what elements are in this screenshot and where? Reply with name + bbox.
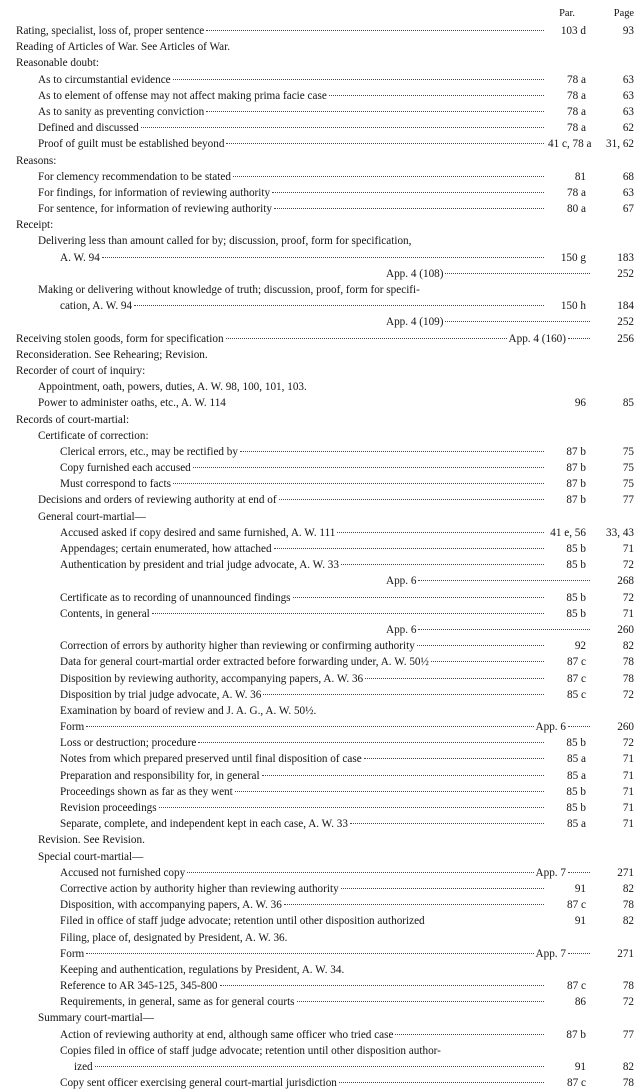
entry-text: Receiving stolen goods, form for specification <box>16 332 224 345</box>
entry-text: Data for general court-martial order extracted before forwarding under, A. W. 50½ <box>60 656 429 669</box>
dot-leader <box>173 483 544 484</box>
index-entry <box>16 266 634 282</box>
entry-text: Revision proceedings <box>60 802 157 814</box>
dot-leader <box>274 548 544 549</box>
dot-leader <box>445 273 590 274</box>
entry-text: For findings, for information of reviewing authority <box>38 186 271 199</box>
dot-leader <box>141 127 544 128</box>
index-entry <box>16 136 634 152</box>
index-entry <box>16 978 634 994</box>
entry-par: 87 b <box>566 445 586 458</box>
dot-leader <box>206 30 544 31</box>
dot-leader <box>339 1082 544 1083</box>
dot-leader <box>445 321 590 322</box>
entry-text: General court-martial— <box>38 510 146 523</box>
index-entry <box>16 104 634 120</box>
entry-page: 77 <box>622 494 634 507</box>
entry-text: Form <box>60 947 85 960</box>
dot-leader <box>240 451 544 452</box>
index-entry <box>16 185 634 201</box>
dot-leader <box>226 143 544 144</box>
index-entry <box>16 913 634 929</box>
index-entry <box>16 784 634 800</box>
entry-par: 78 a <box>567 186 586 199</box>
index-entry <box>16 363 634 379</box>
entry-text: Corrective action by authority higher than reviewing authority <box>60 882 339 895</box>
dot-leader <box>568 872 590 873</box>
dot-leader <box>159 807 544 808</box>
entry-text: Loss or destruction; procedure <box>60 737 197 750</box>
entry-text: Copy furnished each accused <box>60 462 191 475</box>
entry-text: Keeping and authentication, regulations by President, A. W. 34. <box>60 963 345 976</box>
entry-par: 91 <box>574 882 586 895</box>
entry-text: Separate, complete, and independent kept in each case, A. W. 33 <box>60 818 348 831</box>
index-entry <box>16 865 634 881</box>
entry-par: 85 a <box>567 753 586 766</box>
entry-text: Reasonable doubt: <box>16 57 99 70</box>
entry-par: 85 b <box>566 607 586 620</box>
entry-text: Proof of guilt must be established beyond <box>38 138 225 151</box>
entry-page: 252 <box>617 267 634 280</box>
entry-par: 150 h <box>560 300 586 313</box>
index-entry <box>16 169 634 185</box>
index-entry <box>16 930 634 946</box>
entry-page: 63 <box>622 73 634 86</box>
entry-par: 87 c <box>567 1077 586 1090</box>
dot-leader <box>293 597 544 598</box>
entry-reference: App. 4 (108) <box>386 267 444 280</box>
dot-leader <box>341 888 544 889</box>
entry-par: 87 b <box>566 1028 586 1041</box>
dot-leader <box>279 499 544 500</box>
entry-par: 41 c, 78 a <box>548 138 592 151</box>
entry-par: 87 c <box>567 672 586 685</box>
dot-leader <box>568 953 590 954</box>
entry-page: 71 <box>622 785 634 798</box>
entry-page: 72 <box>622 737 634 750</box>
entry-page: 33, 43 <box>606 526 634 539</box>
entry-page: 77 <box>622 1028 634 1041</box>
entry-text: As to element of offense may not affect making prima facie case <box>38 89 327 102</box>
dot-leader <box>86 726 533 727</box>
index-entry <box>16 428 634 444</box>
entry-par: 87 c <box>567 980 586 993</box>
entry-par: 85 b <box>566 785 586 798</box>
entry-page: 63 <box>622 105 634 118</box>
entry-text: Special court-martial— <box>38 850 144 863</box>
entry-par: 85 a <box>567 818 586 831</box>
entry-text: Rating, specialist, loss of, proper sentence <box>16 25 205 37</box>
entry-text: Defined and discussed <box>38 122 139 135</box>
entry-page: 85 <box>622 397 634 410</box>
index-entry <box>16 897 634 913</box>
entry-par: 87 b <box>566 478 586 491</box>
page-column-header: Page <box>613 8 634 19</box>
dot-leader <box>568 726 590 727</box>
entry-par: 85 b <box>566 802 586 814</box>
index-entry <box>16 962 634 978</box>
entry-par: 85 b <box>566 591 586 604</box>
index-entry <box>16 298 634 314</box>
entry-par: 86 <box>574 996 586 1009</box>
dot-leader <box>350 823 544 824</box>
entry-text: Revision. See Revision. <box>38 834 145 847</box>
index-entry <box>16 23 634 39</box>
entry-reference: App. 6 <box>386 575 417 588</box>
index-entry <box>16 217 634 233</box>
entry-text: Records of court-martial: <box>16 413 130 426</box>
entry-par: 85 b <box>566 737 586 750</box>
entry-text: Accused asked if copy desired and same furnished, A. W. 111 <box>60 526 336 539</box>
entry-page: 183 <box>617 251 634 264</box>
index-entry <box>16 703 634 719</box>
entry-par: 78 a <box>567 105 586 118</box>
entry-page: 82 <box>622 882 634 895</box>
entry-par: App. 6 <box>535 721 566 734</box>
index-entry <box>16 751 634 767</box>
index-entry <box>16 282 634 298</box>
entry-par: 78 a <box>567 73 586 86</box>
entry-par: App. 7 <box>535 947 566 960</box>
entry-page: 78 <box>622 656 634 669</box>
entry-par: 150 g <box>560 251 586 264</box>
index-entry <box>16 638 634 654</box>
entry-reference: App. 4 (109) <box>386 316 444 329</box>
index-entry <box>16 250 634 266</box>
index-entry <box>16 88 634 104</box>
entry-page: 72 <box>622 591 634 604</box>
entry-text: Power to administer oaths, etc., A. W. 114 <box>38 397 226 410</box>
dot-leader <box>297 1001 544 1002</box>
entry-page: 71 <box>622 802 634 814</box>
dot-leader <box>262 775 544 776</box>
entry-text: Form <box>60 721 85 734</box>
entry-text: As to sanity as preventing conviction <box>38 105 205 118</box>
dot-leader <box>233 176 544 177</box>
dot-leader <box>395 1034 544 1035</box>
entry-par: 96 <box>574 397 586 410</box>
index-entry <box>16 654 634 670</box>
entry-page: 71 <box>622 753 634 766</box>
dot-leader <box>263 694 544 695</box>
dot-leader <box>364 758 544 759</box>
entry-text: Filed in office of staff judge advocate; retention until other disposition authorized <box>60 915 425 928</box>
entry-page: 78 <box>622 980 634 993</box>
index-entry <box>16 395 634 411</box>
dot-leader <box>102 257 544 258</box>
entry-par: 87 b <box>566 462 586 475</box>
dot-leader <box>329 95 544 96</box>
dot-leader <box>152 613 544 614</box>
entry-par: 87 b <box>566 494 586 507</box>
entry-text: Appendages; certain enumerated, how attached <box>60 543 272 555</box>
entry-text: Certificate as to recording of unannounced findings <box>60 591 291 604</box>
index-page <box>16 8 634 1091</box>
entry-page: 93 <box>622 25 634 37</box>
entry-page: 72 <box>622 996 634 1009</box>
dot-leader <box>193 467 544 468</box>
entry-text: Making or delivering without knowledge of truth; discussion, proof, form for specifi- <box>38 284 420 296</box>
entry-page: 31, 62 <box>606 138 634 151</box>
index-entry <box>16 379 634 395</box>
entry-page: 68 <box>622 170 634 183</box>
entry-text: Reasons: <box>16 154 57 167</box>
entry-text: Examination by board of review and J. A. G., A. W. 50½. <box>60 704 317 717</box>
entry-page: 67 <box>622 203 634 216</box>
dot-leader <box>187 872 533 873</box>
entry-par: 92 <box>574 640 586 653</box>
dot-leader <box>272 192 544 193</box>
entry-text: Reading of Articles of War. See Articles of War. <box>16 41 231 54</box>
entry-page: 71 <box>622 543 634 555</box>
entry-text: Authentication by president and trial judge advocate, A. W. 33 <box>60 559 339 572</box>
entry-par: 85 b <box>566 543 586 555</box>
entry-text: Recorder of court of inquiry: <box>16 364 146 377</box>
entry-page: 71 <box>622 769 634 782</box>
entry-text: Disposition, with accompanying papers, A. W. 36 <box>60 899 282 912</box>
entry-text: ized <box>74 1061 93 1073</box>
entry-text: Copies filed in office of staff judge advocate; retention until other disposition author- <box>60 1044 441 1057</box>
entry-text: Clerical errors, etc., may be rectified by <box>60 445 238 458</box>
entry-text: Copy sent officer exercising general court-martial jurisdiction <box>60 1077 337 1090</box>
entry-par: 41 e, 56 <box>550 526 586 539</box>
entry-par: 85 a <box>567 769 586 782</box>
par-column-header: Par. <box>559 8 575 19</box>
entry-page: 78 <box>622 1077 634 1090</box>
index-entry <box>16 201 634 217</box>
index-entry <box>16 1059 634 1075</box>
index-entry <box>16 768 634 784</box>
index-entry <box>16 525 634 541</box>
dot-leader <box>206 111 544 112</box>
dot-leader <box>86 953 533 954</box>
entry-page: 71 <box>622 818 634 831</box>
entry-text: Disposition by trial judge advocate, A. W. 36 <box>60 688 262 701</box>
index-entry <box>16 39 634 55</box>
dot-leader <box>274 208 544 209</box>
index-entry <box>16 816 634 832</box>
entry-text: For clemency recommendation to be stated <box>38 170 231 183</box>
dot-leader <box>431 661 544 662</box>
entry-par: 87 c <box>567 899 586 912</box>
index-entry <box>16 946 634 962</box>
dot-leader <box>417 645 544 646</box>
index-entry <box>16 492 634 508</box>
index-entry <box>16 849 634 865</box>
dot-leader <box>198 742 544 743</box>
index-entry <box>16 412 634 428</box>
dot-leader <box>134 305 544 306</box>
entry-par: 91 <box>574 1061 586 1073</box>
entry-page: 62 <box>622 122 634 135</box>
entry-page: 71 <box>622 607 634 620</box>
dot-leader <box>418 580 590 581</box>
index-entry <box>16 881 634 897</box>
entry-text: Action of reviewing authority at end, although same officer who tried case <box>60 1028 394 1041</box>
index-entry <box>16 347 634 363</box>
index-entry <box>16 1075 634 1091</box>
dot-leader <box>284 904 544 905</box>
entry-par: 85 c <box>567 688 586 701</box>
entry-page: 271 <box>617 947 634 960</box>
index-entry <box>16 476 634 492</box>
entry-text: Disposition by reviewing authority, accompanying papers, A. W. 36 <box>60 672 364 685</box>
entry-text: Summary court-martial— <box>38 1012 154 1025</box>
index-entry <box>16 444 634 460</box>
entry-text: Proceedings shown as far as they went <box>60 785 233 798</box>
entry-text: Certificate of correction: <box>38 429 149 442</box>
index-entry <box>16 800 634 816</box>
entry-text: For sentence, for information of reviewing authority <box>38 203 272 216</box>
entry-page: 82 <box>622 915 634 928</box>
entry-par: 85 b <box>566 559 586 572</box>
entry-text: cation, A. W. 94 <box>60 300 133 313</box>
index-entries <box>16 23 634 1091</box>
entry-page: 252 <box>617 316 634 329</box>
dot-leader <box>220 985 544 986</box>
entry-page: 260 <box>617 623 634 636</box>
index-entry <box>16 994 634 1010</box>
entry-par: 103 d <box>560 25 586 37</box>
entry-page: 260 <box>617 721 634 734</box>
index-entry <box>16 557 634 573</box>
entry-text: Filing, place of, designated by President, A. W. 36. <box>60 931 288 944</box>
entry-reference: App. 6 <box>386 623 417 636</box>
index-entry <box>16 541 634 557</box>
entry-par: App. 4 (160) <box>508 332 566 345</box>
dot-leader <box>341 564 544 565</box>
dot-leader <box>418 629 590 630</box>
dot-leader <box>173 79 544 80</box>
dot-leader <box>95 1066 544 1067</box>
index-entry <box>16 590 634 606</box>
entry-text: Notes from which prepared preserved until final disposition of case <box>60 753 362 766</box>
entry-text: Appointment, oath, powers, duties, A. W. 98, 100, 101, 103. <box>38 381 307 394</box>
dot-leader <box>226 338 507 339</box>
index-entry <box>16 671 634 687</box>
index-entry <box>16 314 634 330</box>
entry-page: 184 <box>617 300 634 313</box>
index-entry <box>16 55 634 71</box>
entry-page: 75 <box>622 445 634 458</box>
dot-leader <box>235 791 544 792</box>
index-entry <box>16 1043 634 1059</box>
entry-text: As to circumstantial evidence <box>38 73 171 86</box>
entry-page: 268 <box>617 575 634 588</box>
entry-page: 271 <box>617 866 634 879</box>
entry-page: 63 <box>622 186 634 199</box>
entry-par: App. 7 <box>535 866 566 879</box>
index-entry <box>16 120 634 136</box>
entry-par: 81 <box>574 170 586 183</box>
dot-leader <box>568 338 590 339</box>
index-entry <box>16 622 634 638</box>
entry-par: 78 a <box>567 122 586 135</box>
index-entry <box>16 1010 634 1026</box>
index-entry <box>16 460 634 476</box>
entry-text: Reconsideration. See Rehearing; Revision. <box>16 348 208 361</box>
index-entry <box>16 735 634 751</box>
entry-text: Correction of errors by authority higher than reviewing or confirming authority <box>60 640 415 653</box>
index-entry <box>16 233 634 249</box>
dot-leader <box>337 532 544 533</box>
entry-page: 75 <box>622 462 634 475</box>
entry-text: Receipt: <box>16 219 54 232</box>
entry-page: 78 <box>622 672 634 685</box>
entry-page: 78 <box>622 899 634 912</box>
entry-par: 78 a <box>567 89 586 102</box>
entry-page: 63 <box>622 89 634 102</box>
entry-text: Reference to AR 345-125, 345-800 <box>60 980 218 993</box>
entry-page: 82 <box>622 1061 634 1073</box>
entry-page: 75 <box>622 478 634 491</box>
index-entry <box>16 606 634 622</box>
entry-text: Contents, in general <box>60 607 150 620</box>
entry-par: 87 c <box>567 656 586 669</box>
entry-par: 80 a <box>567 203 586 216</box>
entry-text: Must correspond to facts <box>60 478 171 491</box>
index-entry <box>16 153 634 169</box>
index-entry <box>16 72 634 88</box>
entry-text: Requirements, in general, same as for general courts <box>60 996 295 1009</box>
index-entry <box>16 509 634 525</box>
entry-page: 256 <box>617 332 634 345</box>
index-entry <box>16 832 634 848</box>
entry-text: Delivering less than amount called for by; discussion, proof, form for specification, <box>38 235 412 248</box>
index-entry <box>16 573 634 589</box>
index-entry <box>16 1027 634 1043</box>
entry-page: 82 <box>622 640 634 653</box>
entry-par: 91 <box>574 915 586 928</box>
column-headers <box>16 8 634 23</box>
index-entry <box>16 719 634 735</box>
entry-page: 72 <box>622 559 634 572</box>
index-entry <box>16 331 634 347</box>
entry-text: A. W. 94 <box>60 251 100 264</box>
dot-leader <box>365 678 544 679</box>
entry-page: 72 <box>622 688 634 701</box>
entry-text: Decisions and orders of reviewing authority at end of <box>38 494 277 507</box>
entry-text: Accused not furnished copy <box>60 866 186 879</box>
entry-text: Preparation and responsibility for, in general <box>60 769 260 782</box>
index-entry <box>16 687 634 703</box>
